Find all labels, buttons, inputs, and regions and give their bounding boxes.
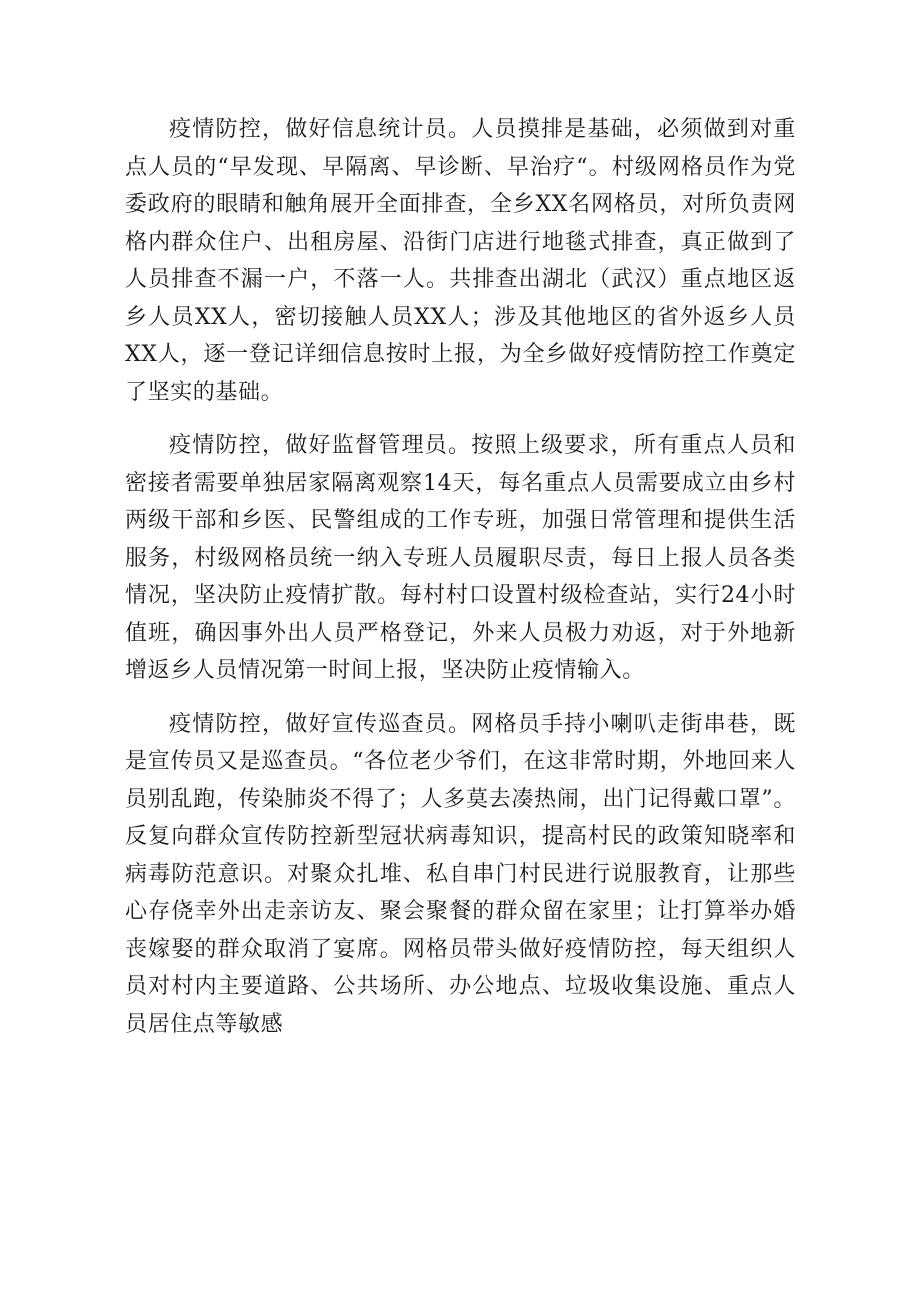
paragraph-publicity-inspection: 疫情防控，做好宣传巡查员。网格员手持小喇叭走街串巷，既是宣传员又是巡查员。“各位老少爷们，在这非常时期，外地回来人员别乱跑，传染肺炎不得了；人多莫去凑热闹，出门记得戴口罩”。反复向群众宣传防控新型冠状病毒知识，提高村民的政策知晓率和病毒防范意识。对聚众扎堆、私自串门村民进行说服教育，让那些心存侥幸外出走亲访友、聚会聚餐的群众留在家里；让打算举办婚丧嫁娶的群众取消了宴席。网格员带头做好疫情防控，每天组织人员对村内主要道路、公共场所、办公地点、垃圾收集设施、重点人员居住点等敏感 bbox=[125, 711, 796, 1037]
paragraph-supervision-management: 疫情防控，做好监督管理员。按照上级要求，所有重点人员和密接者需要单独居家隔离观察14天，每名重点人员需要成立由乡村两级干部和乡医、民警组成的工作专班，加强日常管理和提供生活服务，村级网格员统一纳入专班人员履职尽责，每日上报人员各类情况，坚决防止疫情扩散。每村村口设置村级检查站，实行24小时值班，确因事外出人员严格登记，外来人员极力劝返，对于外地新增返乡人员情况第一时间上报，坚决防止疫情输入。 bbox=[125, 433, 796, 683]
paragraph-information-statistics: 疫情防控，做好信息统计员。人员摸排是基础，必须做到对重点人员的“早发现、早隔离、早诊断、早治疗“。村级网格员作为党委政府的眼睛和触角展开全面排查，全乡XX名网格员，对所负责网格内群众住户、出租房屋、沿街门店进行地毯式排查，真正做到了人员排查不漏一户，不落一人。共排查出湖北（武汉）重点地区返乡人员XX人，密切接触人员XX人；涉及其他地区的省外返乡人员XX人，逐一登记详细信息按时上报，为全乡做好疫情防控工作奠定了坚实的基础。 bbox=[125, 117, 796, 405]
